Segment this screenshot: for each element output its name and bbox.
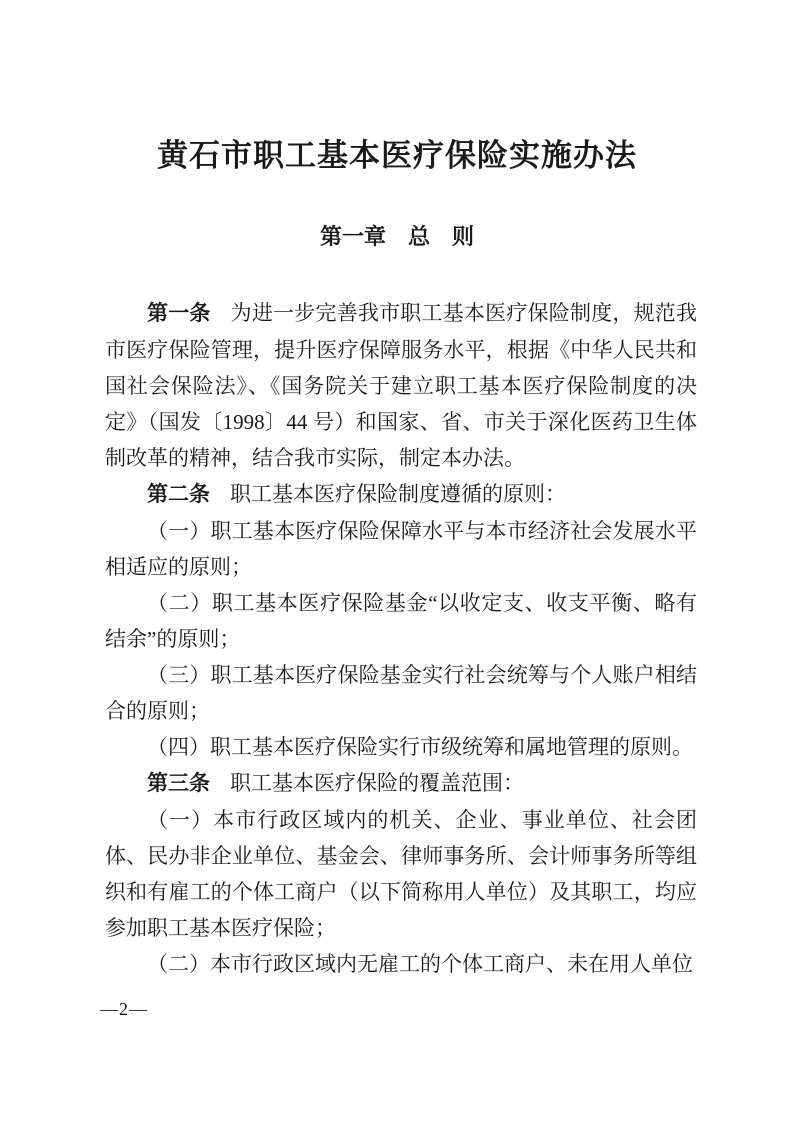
document-body	[105, 295, 697, 982]
article-3-item-1	[105, 802, 697, 946]
article-2-item-4-text: （四）职工基本医疗保险实行市级统筹和属地管理的原则。	[147, 735, 693, 759]
article-2-item-3-text: （三）职工基本医疗保险基金实行社会统筹与个人账户相结合的原则；	[105, 663, 697, 723]
article-2-item-2	[105, 585, 697, 657]
chapter-heading: 第一章 总 则	[319, 224, 474, 249]
article-3-number: 第三条	[147, 772, 210, 795]
article-3-item-1-text: （一）本市行政区域内的机关、企业、事业单位、社会团体、民办非企业单位、基金会、律师事务所、会计师事务所等组织和有雇工的个体工商户（以下简称用人单位）及其职工，均应参加职工基本医疗保险；	[105, 808, 697, 940]
article-3-item-2-text: （二）本市行政区域内无雇工的个体工商户、未在用人单位	[147, 952, 693, 976]
article-2-item-1	[105, 513, 697, 585]
article-2-item-4	[105, 729, 697, 765]
article-3-paragraph	[105, 765, 697, 802]
article-3-text: 职工基本医疗保险的覆盖范围：	[230, 771, 524, 795]
article-1-paragraph	[105, 295, 697, 476]
article-2-item-2-text: （二）职工基本医疗保险基金“以收定支、收支平衡、略有结余”的原则；	[105, 591, 697, 651]
article-1-number: 第一条	[147, 302, 211, 325]
page-number: —2—	[100, 999, 148, 1019]
article-3-item-2	[105, 946, 697, 982]
article-2-item-1-text: （一）职工基本医疗保险保障水平与本市经济社会发展水平相适应的原则；	[105, 519, 697, 579]
document-title: 黄石市职工基本医疗保险实施办法	[157, 138, 637, 173]
article-2-paragraph	[105, 476, 697, 513]
article-2-text: 职工基本医疗保险制度遵循的原则：	[230, 482, 566, 506]
article-2-item-3	[105, 657, 697, 729]
article-1-text: 为进一步完善我市职工基本医疗保险制度，规范我市医疗保险管理，提升医疗保障服务水平，根据《中华人民共和国社会保险法》、《国务院关于建立职工基本医疗保险制度的决定》（国发〔1998〕44 号）和国家、省、市关于深化医药卫生体制改革的精神，结合我市实际，制定本办法。	[105, 301, 697, 470]
article-2-number: 第二条	[147, 483, 210, 506]
